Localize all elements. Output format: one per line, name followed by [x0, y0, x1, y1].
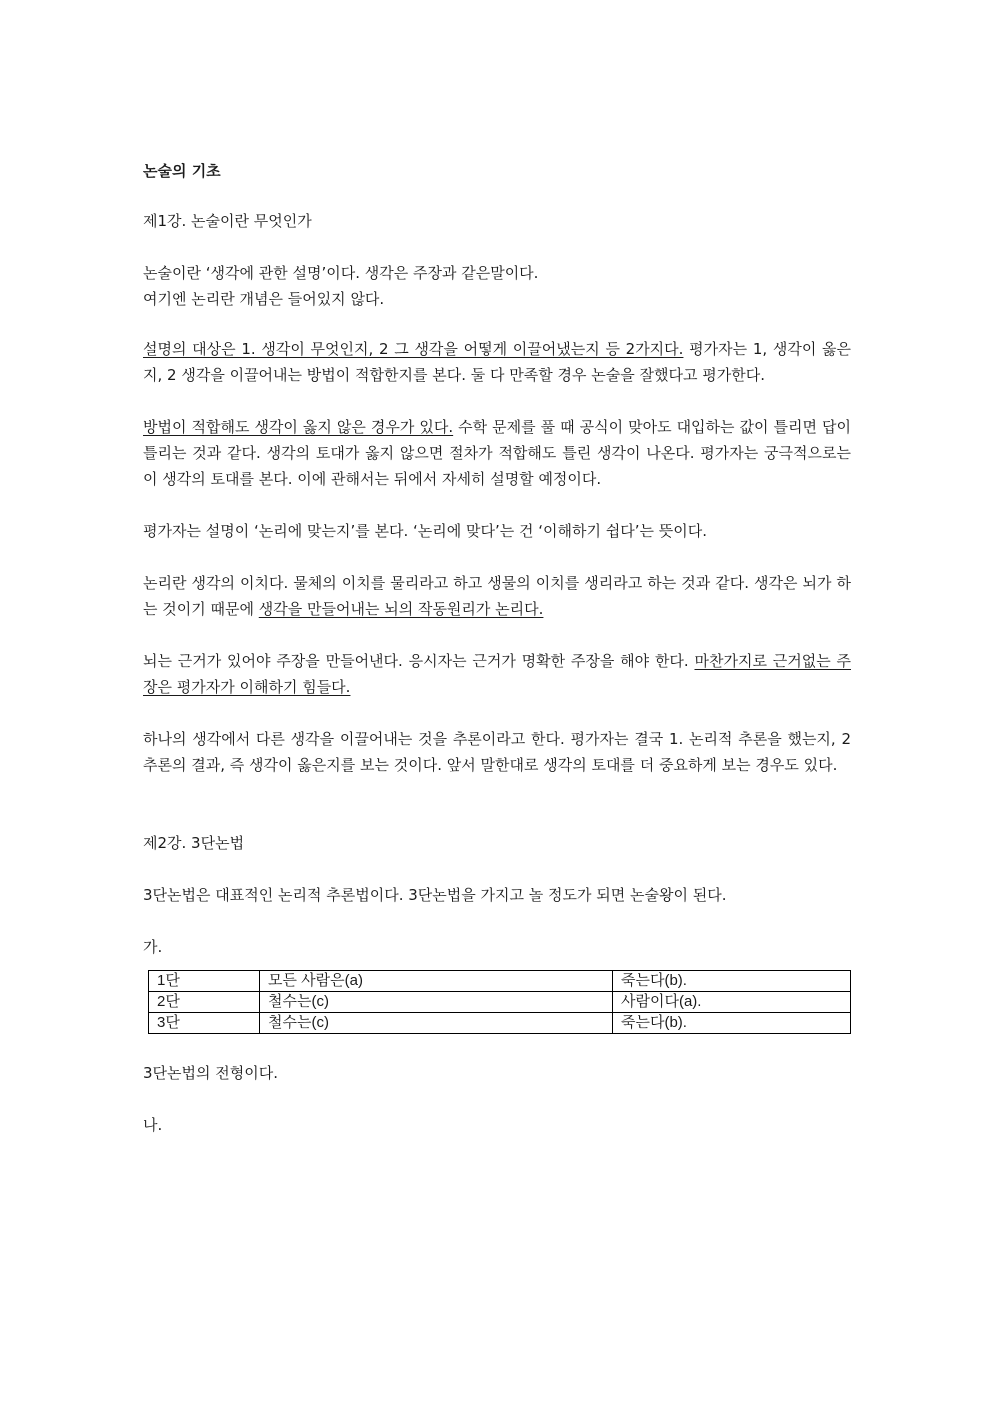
table-row [149, 992, 851, 1013]
paragraph-text: 수학 문제를 풀 때 공식이 맞아도 대입하는 값이 틀리면 답이 틀리는 것과 같다. 생각의 토대가 옳지 않으면 절차가 적합해도 틀린 생각이 나온다. 평가자는 궁극적으로는 이 생각의 토대를 본다. 이에 관해서는 뒤에서 자세히 설명할 예정이다. [143, 418, 851, 488]
syllogism-table [148, 970, 851, 1034]
example-label-na: 나. [143, 1116, 163, 1134]
table-row [149, 971, 851, 992]
table-cell: 모든 사람은(a) [260, 971, 613, 992]
lesson1-heading: 제1강. 논술이란 무엇인가 [143, 212, 312, 230]
lesson2-paragraph-2: 3단논법의 전형이다. [143, 1064, 279, 1082]
document-page [143, 158, 851, 1148]
underlined-text: 생각을 만들어내는 뇌의 작동원리가 논리다. [258, 600, 544, 618]
table-cell: 죽는다(b). [613, 971, 851, 992]
example-label-ga: 가. [143, 938, 163, 956]
table-row [149, 1013, 851, 1034]
lesson1-paragraph-6 [143, 648, 851, 700]
paragraph-text: 논리란 생각의 이치다. 물체의 이치를 물리라고 하고 생물의 이치를 생리라고 하는 것과 같다. 생각은 뇌가 하는 것이기 때문에 [143, 574, 851, 618]
table-cell: 죽는다(b). [613, 1013, 851, 1034]
table-cell: 사람이다(a). [613, 992, 851, 1013]
lesson1-paragraph-5 [143, 570, 851, 622]
document-title: 논술의 기초 [143, 162, 221, 180]
underlined-text: 방법이 적합해도 생각이 옳지 않은 경우가 있다. [143, 418, 454, 436]
paragraph-text: 평가자는 1, 생각이 옳은지, 2 생각을 이끌어내는 방법이 적합한지를 본다. 둘 다 만족할 경우 논술을 잘했다고 평가한다. [143, 340, 851, 384]
lesson2-paragraph-1: 3단논법은 대표적인 논리적 추론법이다. 3단논법을 가지고 놀 정도가 되면 논술왕이 된다. [143, 886, 727, 904]
paragraph-line: 논술이란 ‘생각에 관한 설명’이다. 생각은 주장과 같은말이다. [143, 264, 539, 282]
lesson1-paragraph-1 [143, 260, 851, 312]
underlined-text: 설명의 대상은 1. 생각이 무엇인지, 2 그 생각을 어떻게 이끌어냈는지 등 2가지다. [143, 340, 684, 358]
underlined-text: 마찬가지로 근거없는 주장은 평가자가 이해하기 힘들다. [143, 652, 851, 696]
table-cell: 철수는(c) [260, 992, 613, 1013]
lesson1-paragraph-4: 평가자는 설명이 ‘논리에 맞는지’를 본다. ‘논리에 맞다’는 건 ‘이해하기 쉽다’는 뜻이다. [143, 522, 707, 540]
lesson1-paragraph-2 [143, 336, 851, 388]
table-cell: 철수는(c) [260, 1013, 613, 1034]
lesson1-paragraph-3 [143, 414, 851, 492]
table-cell: 1단 [149, 971, 260, 992]
lesson2-heading: 제2강. 3단논법 [143, 834, 245, 852]
paragraph-text: 뇌는 근거가 있어야 주장을 만들어낸다. 응시자는 근거가 명확한 주장을 해야 한다. [143, 652, 695, 670]
paragraph-line: 여기엔 논리란 개념은 들어있지 않다. [143, 290, 385, 308]
lesson1-paragraph-7: 하나의 생각에서 다른 생각을 이끌어내는 것을 추론이라고 한다. 평가자는 결국 1. 논리적 추론을 했는지, 2 추론의 결과, 즉 생각이 옳은지를 보는 것이다. 앞서 말한대로 생각의 토대를 더 중요하게 보는 경우도 있다. [143, 730, 851, 774]
table-cell: 3단 [149, 1013, 260, 1034]
table-cell: 2단 [149, 992, 260, 1013]
